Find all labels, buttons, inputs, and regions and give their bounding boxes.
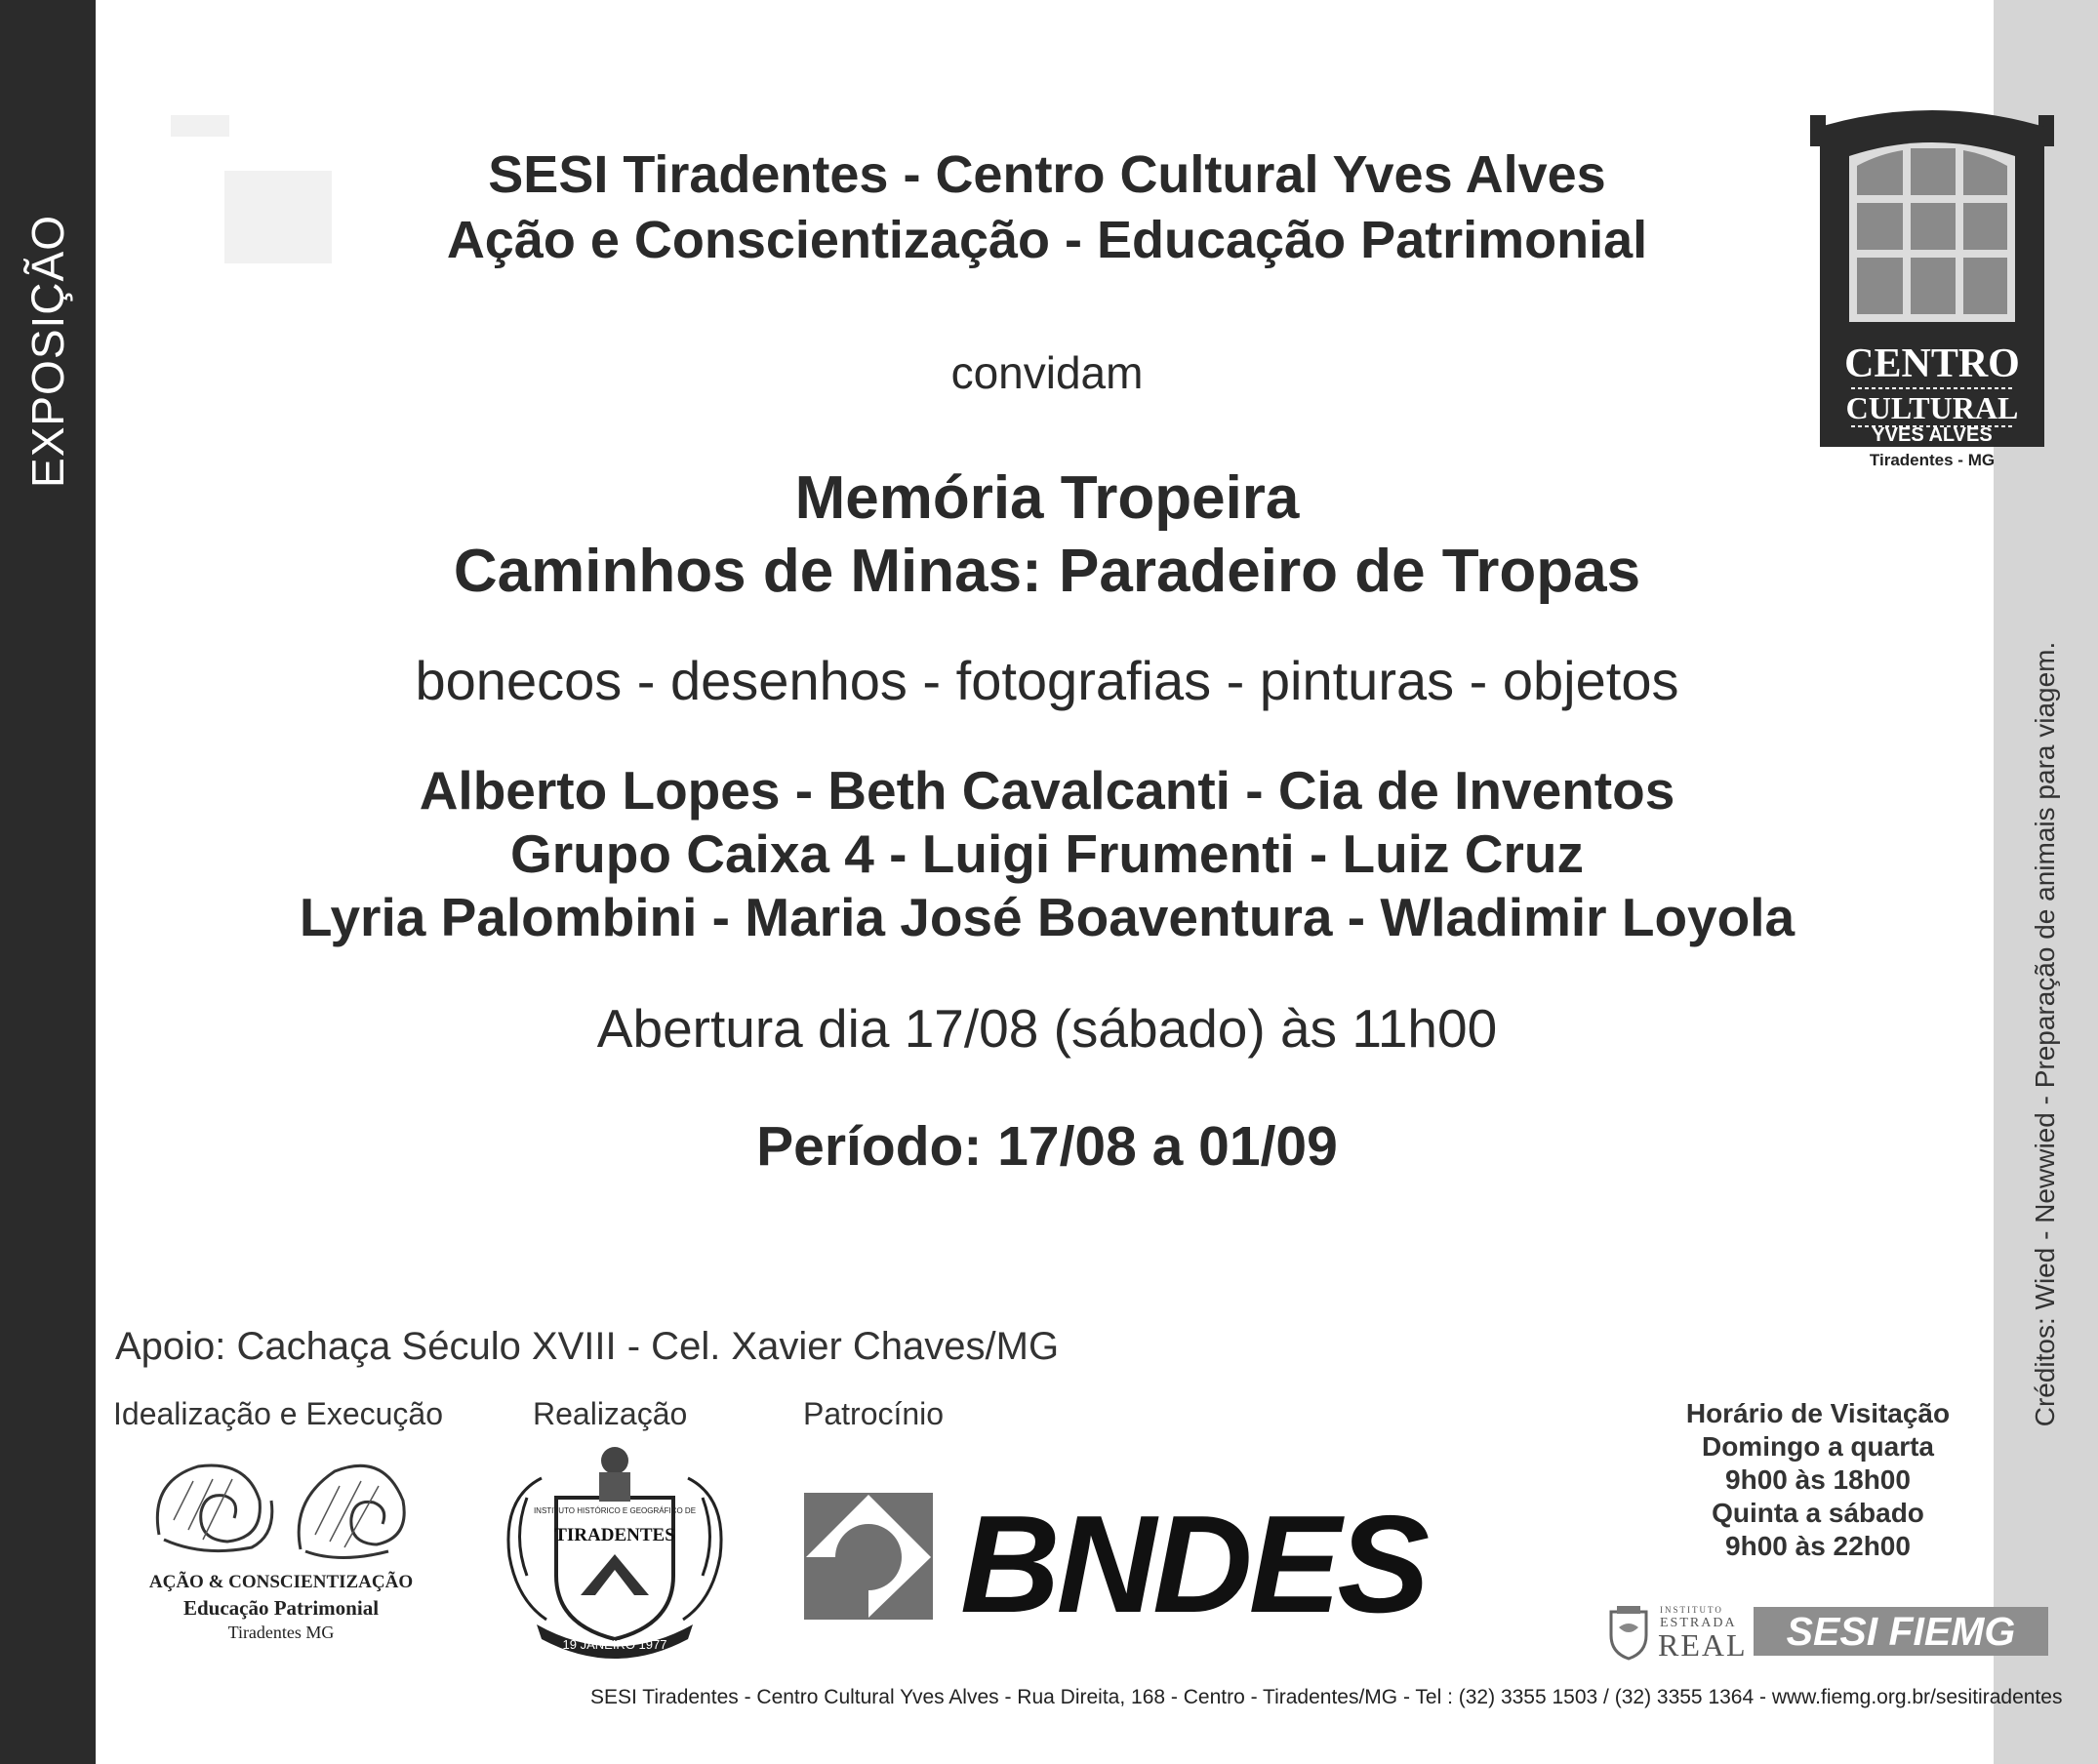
centro-cultural-logo: [1810, 107, 2054, 470]
watermark-mark: [171, 115, 229, 137]
sesi-fiemg-logo: [1754, 1607, 2048, 1656]
logo-text: CULTURAL: [1845, 390, 2019, 425]
opening-info: Abertura dia 17/08 (sábado) às 11h00: [596, 998, 1498, 1059]
header-line-1: SESI Tiradentes - Centro Cultural Yves Alves: [488, 145, 1606, 204]
exhibition-title: Memória Tropeira: [794, 464, 1300, 532]
support-line: Apoio: Cachaça Século XVIII - Cel. Xavier Chaves/MG: [115, 1325, 1060, 1368]
visiting-hours: [1628, 1397, 2008, 1563]
seal-text: 19 JANEIRO 1977: [562, 1637, 667, 1652]
logo-text: Educação Patrimonial: [182, 1596, 380, 1620]
logo-text: Tiradentes MG: [227, 1623, 335, 1642]
bndes-wordmark: BNDES: [960, 1487, 1427, 1642]
logo-text: INSTITUTO: [1660, 1605, 1723, 1615]
seal-text: INSTITUTO HISTÓRICO E GEOGRÁFICO DE: [533, 1506, 697, 1515]
footer-contact: SESI Tiradentes - Centro Cultural Yves Alves - Rua Direita, 168 - Centro - Tiradentes/MG - Tel : (32) 3355 1503 / (32) 3355 1364 - www.fiemg.org.br/sesitiradentes: [590, 1686, 2063, 1708]
hours-line: Domingo a quarta: [1701, 1431, 1934, 1462]
bndes-logo: [804, 1487, 1429, 1642]
logo-city: Tiradentes - MG: [1869, 451, 1996, 469]
exhibition-subtitle: Caminhos de Minas: Paradeiro de Tropas: [453, 538, 1641, 605]
hours-line: Quinta a sábado: [1712, 1498, 1924, 1528]
hours-line: 9h00 às 18h00: [1725, 1464, 1911, 1495]
artists-line: Alberto Lopes - Beth Cavalcanti - Cia de Inventos: [419, 760, 1675, 821]
left-band: [0, 0, 96, 1764]
seal-text: TIRADENTES: [554, 1525, 675, 1545]
logo-text: YVES ALVES: [1872, 424, 1993, 446]
centro-cultural-emblem: [1810, 107, 2054, 449]
exhibition-label: EXPOSIÇÃO: [22, 215, 73, 488]
hours-title: Horário de Visitação: [1685, 1398, 1951, 1428]
invite-text: convidam: [950, 347, 1144, 398]
bndes-symbol-icon: [804, 1493, 933, 1620]
crest-icon: [1603, 1604, 1654, 1661]
sesi-fiemg-wordmark: SESI FIEMG: [1786, 1609, 2016, 1654]
label-idealizacao: Idealização e Execução: [113, 1396, 443, 1431]
artists-line: Lyria Palombini - Maria José Boaventura - Wladimir Loyola: [299, 887, 1795, 947]
coat-of-arms-icon: [498, 1439, 732, 1661]
media-list: bonecos - desenhos - fotografias - pinturas - objetos: [415, 650, 1679, 711]
label-realizacao: Realização: [533, 1396, 688, 1431]
acao-conscientizacao-logo: [144, 1442, 418, 1651]
period-info: Período: 17/08 a 01/09: [756, 1115, 1338, 1178]
image-credits: Créditos: Wied - Newwied - Preparação de animais para viagem.: [2030, 641, 2060, 1427]
artists-line: Grupo Caixa 4 - Luigi Frumenti - Luiz Cruz: [509, 823, 1585, 884]
logo-text: CENTRO: [1844, 341, 2020, 386]
label-patrocinio: Patrocínio: [803, 1396, 945, 1431]
logo-text: AÇÃO & CONSCIENTIZAÇÃO: [148, 1572, 414, 1592]
hours-line: 9h00 às 22h00: [1725, 1531, 1911, 1561]
estrada-real-logo: [1603, 1604, 1750, 1663]
instituto-historico-seal: [498, 1439, 732, 1661]
spiral-icon: [144, 1442, 418, 1569]
logo-text: REAL: [1658, 1627, 1748, 1663]
logo-text: ESTRADA: [1660, 1616, 1737, 1630]
header-line-2: Ação e Conscientização - Educação Patrimonial: [446, 211, 1648, 269]
